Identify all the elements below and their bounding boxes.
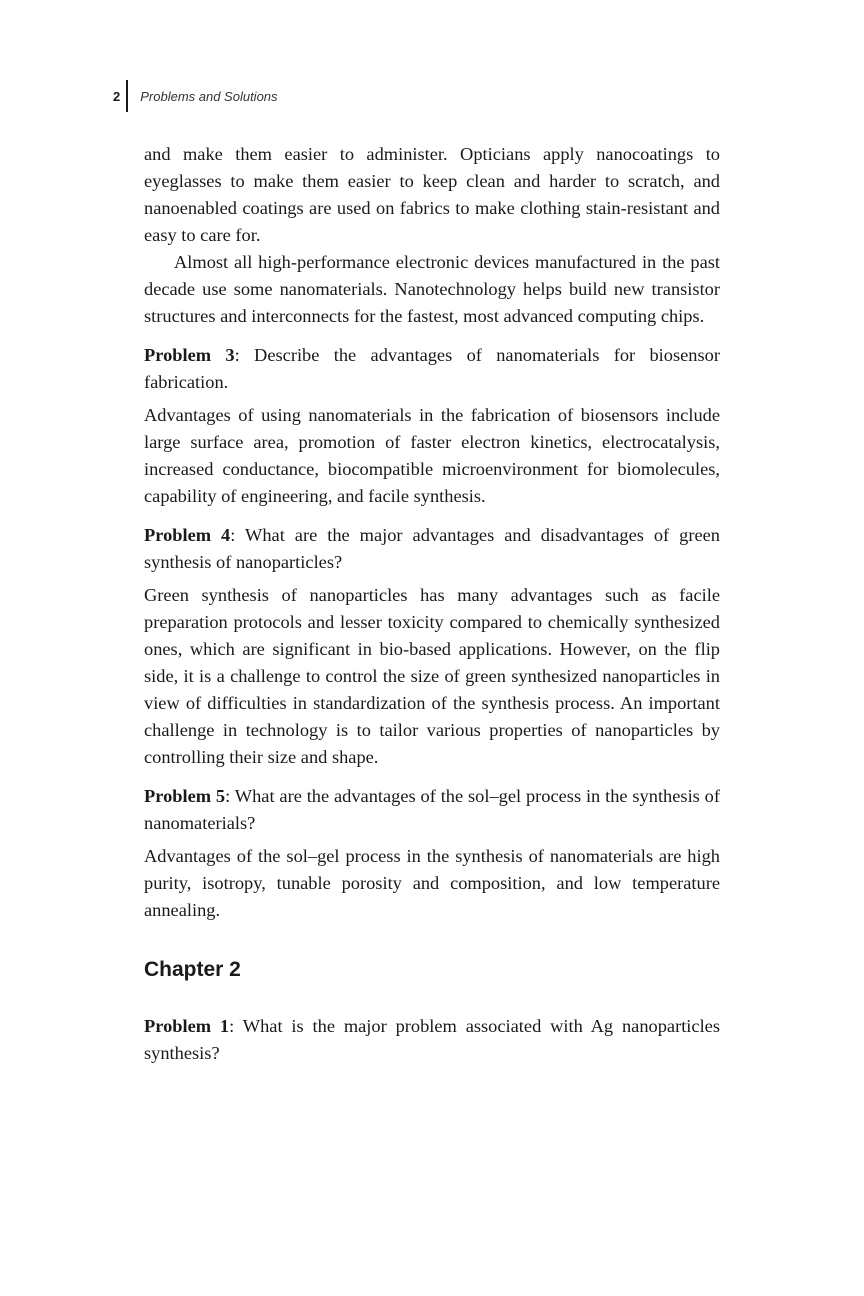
paragraph-continuation: and make them easier to administer. Opticians apply nanocoatings to eyeglasses to make them easier to keep clean and harder to scratch, and nanoenabled coatings are used on fabrics to make clothing stain-resistant and easy to care for. — [144, 144, 720, 245]
page-body — [144, 141, 720, 1067]
problem-5-question-text: : What are the advantages of the sol–gel process in the synthesis of nanomaterials? — [144, 786, 720, 833]
problem-5-answer: Advantages of the sol–gel process in the synthesis of nanomaterials are high purity, isotropy, tunable porosity and composition, and low temperature annealing. — [144, 846, 720, 920]
problem-4-question — [144, 522, 720, 576]
chapter-2-problem-1-question — [144, 1013, 720, 1067]
problem-3-question — [144, 342, 720, 396]
paragraph-electronics: Almost all high-performance electronic devices manufactured in the past decade use some nanomaterials. Nanotechnology helps build new transistor structures and interconnects for the fastest, most advanced computing chips. — [144, 252, 720, 326]
problem-5-question — [144, 783, 720, 837]
problem-3-label: Problem 3 — [144, 345, 235, 365]
chapter-2-problem-1-question-text: : What is the major problem associated with Ag nanoparticles synthesis? — [144, 1016, 721, 1063]
problem-5-label: Problem 5 — [144, 786, 226, 806]
problem-3-question-text: : Describe the advantages of nanomaterials for biosensor fabrication. — [144, 345, 720, 392]
header-divider — [126, 80, 128, 112]
chapter-heading: Chapter 2 — [144, 958, 241, 981]
page-number: 2 — [113, 88, 121, 104]
running-head — [113, 80, 278, 112]
problem-4-answer: Green synthesis of nanoparticles has many advantages such as facile preparation protocols and lesser toxicity compared to chemically synthesized ones, which are significant in bio-based applications. However, on the flip side, it is a challenge to control the size of green synthesized nanoparticles in view of difficulties in standardization of the synthesis process. An important challenge in technology is to tailor various properties of nanoparticles by controlling their size and shape. — [144, 585, 720, 767]
problem-3-answer: Advantages of using nanomaterials in the fabrication of biosensors include large surface area, promotion of faster electron kinetics, electrocatalysis, increased conductance, biocompatible microenvironment for biomolecules, capability of engineering, and facile synthesis. — [144, 405, 720, 506]
problem-4-question-text: : What are the major advantages and disadvantages of green synthesis of nanoparticles? — [144, 525, 720, 572]
chapter-2-problem-1-label: Problem 1 — [144, 1016, 230, 1036]
running-title: Problems and Solutions — [140, 88, 278, 104]
problem-4-label: Problem 4 — [144, 525, 231, 545]
